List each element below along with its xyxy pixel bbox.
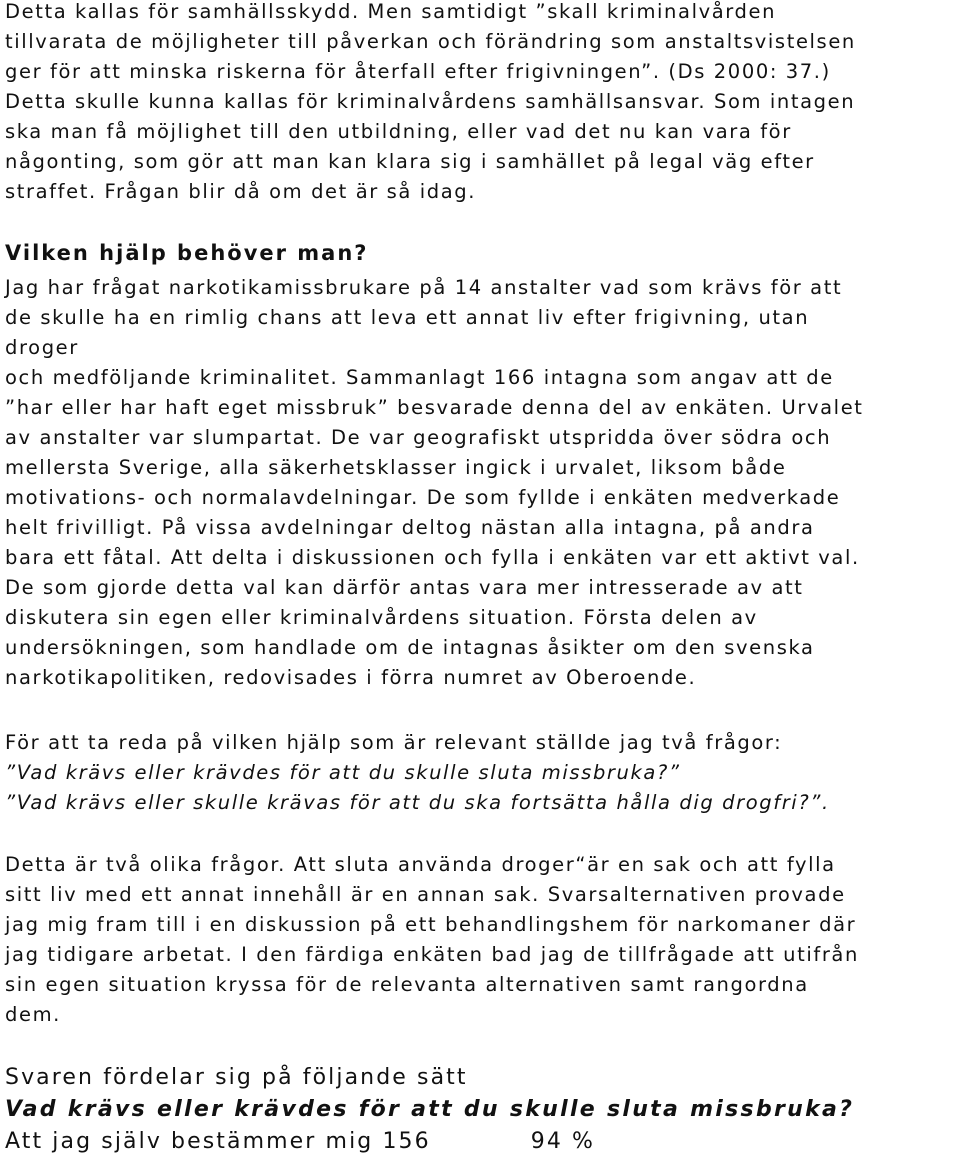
text-line: bara ett fåtal. Att delta i diskussionen och fylla i enkäten var ett aktivt val. <box>5 546 860 569</box>
text-line: jag tidigare arbetat. I den färdiga enkäten bad jag de tillfrågade att utifrån <box>5 943 859 966</box>
text-line: diskutera sin egen eller kriminalvårdens situation. Första delen av <box>5 606 758 629</box>
question-2: ”Vad krävs eller skulle krävas för att du ska fortsätta hålla dig drogfri?”. <box>5 791 830 814</box>
section-heading: Vilken hjälp behöver man? <box>5 241 369 265</box>
text-line: jag mig fram till i en diskussion på ett behandlingshem för narkomaner där <box>5 913 857 936</box>
text-line: helt frivilligt. På vissa avdelningar deltog nästan alla intagna, på andra <box>5 516 815 539</box>
text-line: mellersta Sverige, alla säkerhetsklasser ingick i urvalet, liksom både <box>5 456 787 479</box>
text-line: ska man få möjlighet till den utbildning, eller vad det nu kan vara för <box>5 120 792 143</box>
text-line: undersökningen, som handlade om de intagnas åsikter om den svenska <box>5 636 815 659</box>
text-line: straffet. Frågan blir då om det är så idag. <box>5 180 477 203</box>
text-line: De som gjorde detta val kan därför antas vara mer intresserade av att <box>5 576 804 599</box>
text-line: de skulle ha en rimlig chans att leva ett annat liv efter frigivning, utan <box>5 306 810 329</box>
text-line: Detta är två olika frågor. Att sluta använda droger“är en sak och att fylla <box>5 853 836 876</box>
questions-intro: För att ta reda på vilken hjälp som är relevant ställde jag två frågor: <box>5 731 783 754</box>
results-intro: Svaren fördelar sig på följande sätt <box>5 1065 468 1090</box>
text-line: sin egen situation kryssa för de relevanta alternativen samt rangordna <box>5 973 809 996</box>
text-line: dem. <box>5 1003 61 1026</box>
text-line: droger <box>5 336 79 359</box>
question-1: ”Vad krävs eller krävdes för att du skulle sluta missbruka?” <box>5 761 681 784</box>
text-line: och medföljande kriminalitet. Sammanlagt 166 intagna som angav att de <box>5 366 834 389</box>
result-row <box>5 1128 595 1156</box>
text-line: ger för att minska riskerna för återfall efter frigivningen”. (Ds 2000: 37.) <box>5 60 831 83</box>
results-question: Vad krävs eller krävdes för att du skulle sluta missbruka? <box>5 1097 855 1122</box>
result-label: Att jag själv bestämmer mig <box>5 1129 374 1154</box>
text-line: ”har eller har haft eget missbruk” besvarade denna del av enkäten. Urvalet <box>5 396 864 419</box>
text-line: av anstalter var slumpartat. De var geografiskt utspridda över södra och <box>5 426 832 449</box>
text-line: någonting, som gör att man kan klara sig i samhället på legal väg efter <box>5 150 815 173</box>
text-line: narkotikapolitiken, redovisades i förra numret av Oberoende. <box>5 666 697 689</box>
text-line: Detta kallas för samhällsskydd. Men samtidigt ”skall kriminalvården <box>5 0 777 23</box>
result-percent: 94 % <box>530 1129 596 1154</box>
text-line: motivations- och normalavdelningar. De som fyllde i enkäten medverkade <box>5 486 841 509</box>
text-line: Jag har frågat narkotikamissbrukare på 14 anstalter vad som krävs för att <box>5 276 843 299</box>
result-count: 156 <box>382 1129 431 1154</box>
text-line: tillvarata de möjligheter till påverkan och förändring som anstaltsvistelsen <box>5 30 856 53</box>
text-line: Detta skulle kunna kallas för kriminalvårdens samhällsansvar. Som intagen <box>5 90 856 113</box>
text-line: sitt liv med ett annat innehåll är en annan sak. Svarsalternativen provade <box>5 883 846 906</box>
